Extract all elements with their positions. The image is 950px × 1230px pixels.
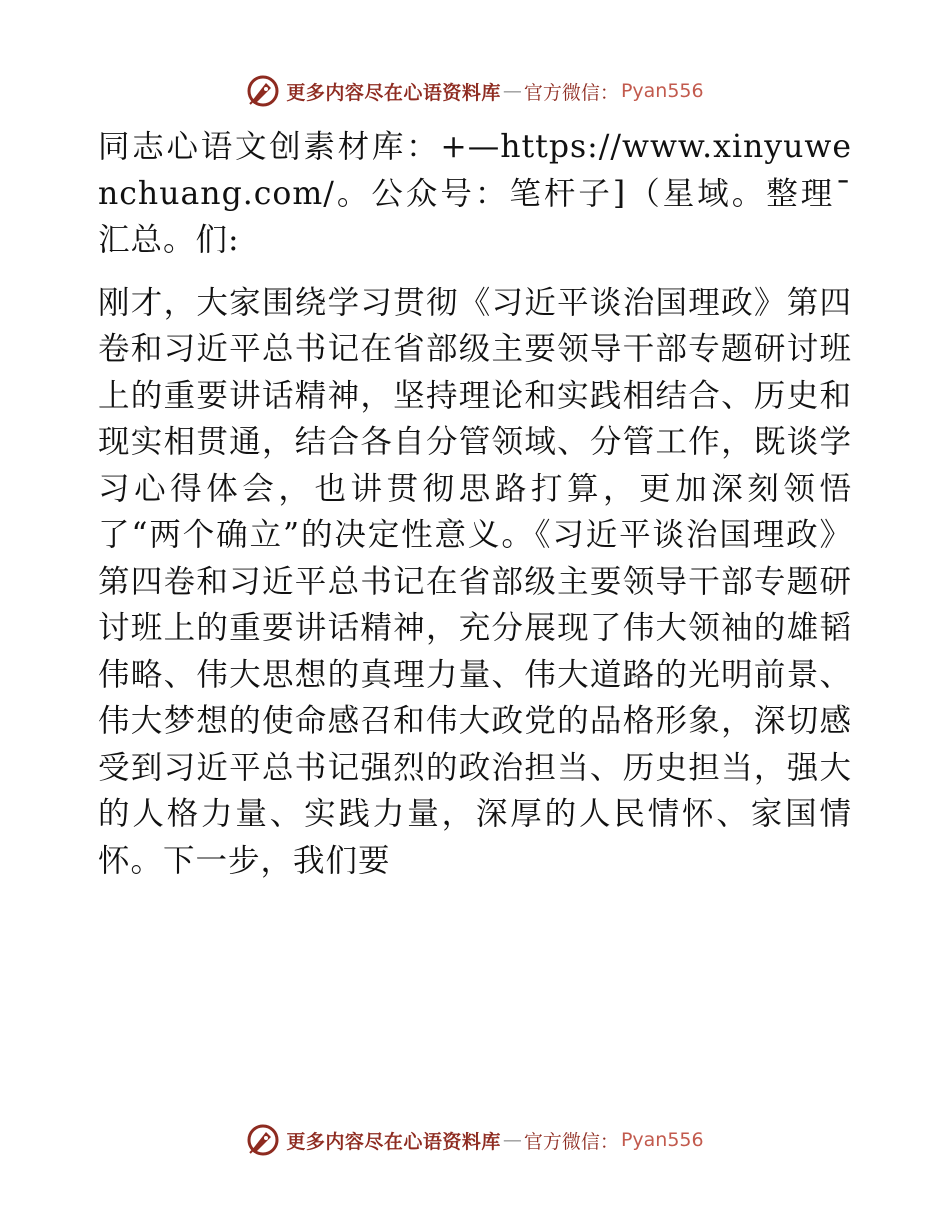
- banner-dash: —: [502, 1129, 522, 1151]
- document-body: [98, 124, 852, 884]
- banner-wechat-id: Pyan556: [620, 80, 704, 102]
- pen-nib-logo-icon: [246, 74, 280, 108]
- banner-slogan: 更多内容尽在心语资料库: [286, 1130, 501, 1153]
- banner-dash: —: [502, 80, 522, 102]
- footer-watermark-banner: [0, 1120, 950, 1160]
- pen-nib-logo-icon: [246, 1123, 280, 1157]
- paragraph-source-note: 同志心语文创素材库：+—https://www.xinyuwenchuang.com/。公众号：笔杆子]（星域。整理¯汇总。们:: [98, 129, 852, 258]
- paragraph-main-text: 刚才，大家围绕学习贯彻《习近平谈治国理政》第四卷和习近平总书记在省部级主要领导干部专题研讨班上的重要讲话精神，坚持理论和实践相结合、历史和现实相贯通，结合各自分管领域、分管工作，既谈学习心得体会，也讲贯彻思路打算，更加深刻领悟了“两个确立”的决定性意义。《习近平谈治国理政》第四卷和习近平总书记在省部级主要领导干部专题研讨班上的重要讲话精神，充分展现了伟大领袖的雄韬伟略、伟大思想的真理力量、伟大道路的光明前景、伟大梦想的使命感召和伟大政党的品格形象，深切感受到习近平总书记强烈的政治担当、历史担当，强大的人格力量、实践力量，深厚的人民情怀、家国情怀。下一步，我们要: [98, 284, 852, 879]
- banner-slogan: 更多内容尽在心语资料库: [286, 81, 501, 104]
- banner-wechat-label: 官方微信：: [523, 81, 619, 104]
- header-watermark-banner: [0, 71, 950, 111]
- banner-wechat-label: 官方微信：: [523, 1130, 619, 1153]
- banner-wechat-id: Pyan556: [620, 1129, 704, 1151]
